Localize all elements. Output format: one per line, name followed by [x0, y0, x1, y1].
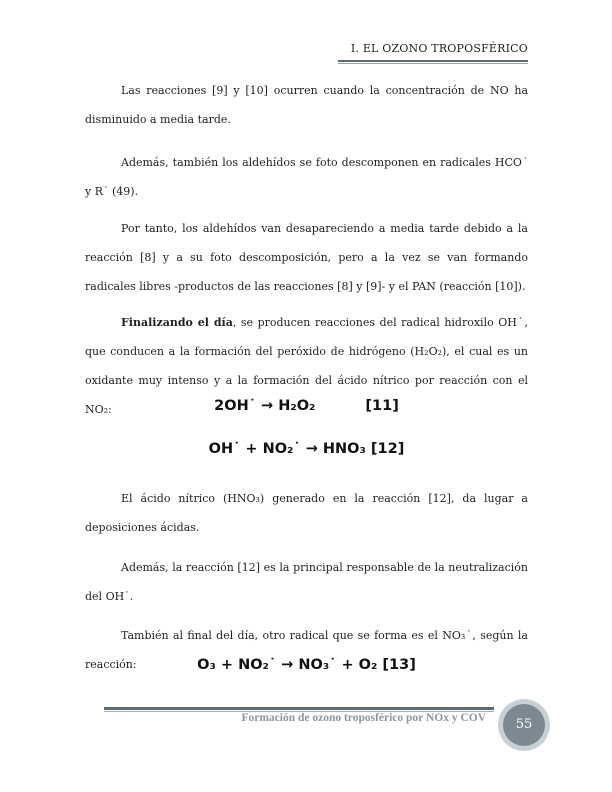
equation-12: OH˙ + NO₂˙ → HNO₃ [12]	[208, 441, 405, 457]
running-footer: Formación de ozono troposférico por NOx y COV	[241, 712, 486, 724]
equation-13: O₃ + NO₂˙ → NO₃˙ + O₂ [13]	[197, 657, 416, 673]
paragraph-2	[85, 148, 528, 206]
equation-11-formula: 2OH˙ → H₂O₂	[214, 398, 316, 414]
paragraph-4-lead: Finalizando el día	[121, 316, 233, 329]
paragraph-7-text: También al final del día, otro radical que se forma es el NO₃˙, según la reacción:	[85, 629, 528, 671]
paragraph-5-text: El ácido nítrico (HNO₃) generado en la reacción [12], da lugar a deposiciones ácidas.	[85, 492, 528, 534]
paragraph-5	[85, 484, 528, 542]
paragraph-3-text: Por tanto, los aldehídos van desapareciendo a media tarde debido a la reacción [8] y a su foto descomposición, pero a la vez se van formando radicales libres -productos de las reacciones [8] y [9]- y el PAN (reacción [10]).	[85, 222, 528, 293]
paragraph-1-text: Las reacciones [9] y [10] ocurren cuando la concentración de NO ha disminuido a media tarde.	[85, 84, 528, 126]
paragraph-1	[85, 76, 528, 134]
running-header: I. EL OZONO TROPOSFÉRICO	[350, 42, 528, 55]
header-rule-thin	[338, 63, 528, 64]
paragraph-6	[85, 553, 528, 611]
footer-rule	[104, 707, 494, 710]
paragraph-6-text: Además, la reacción [12] es la principal responsable de la neutralización del OH˙.	[85, 561, 528, 603]
header-rule	[338, 60, 528, 62]
paragraph-4-body: , se producen reacciones del radical hidroxilo OH˙, que conducen a la formación del peróxido de hidrógeno (H₂O₂), el cual es un oxidante muy intenso y a la formación del ácido nítrico por reacción con el NO₂:	[85, 316, 528, 416]
equation-11	[85, 398, 528, 414]
equation-11-label: [11]	[365, 398, 399, 414]
paragraph-3	[85, 214, 528, 301]
page-number: 55	[503, 704, 545, 746]
paragraph-2-text: Además, también los aldehídos se foto descomponen en radicales HCO˙ y R˙ (49).	[85, 156, 528, 198]
